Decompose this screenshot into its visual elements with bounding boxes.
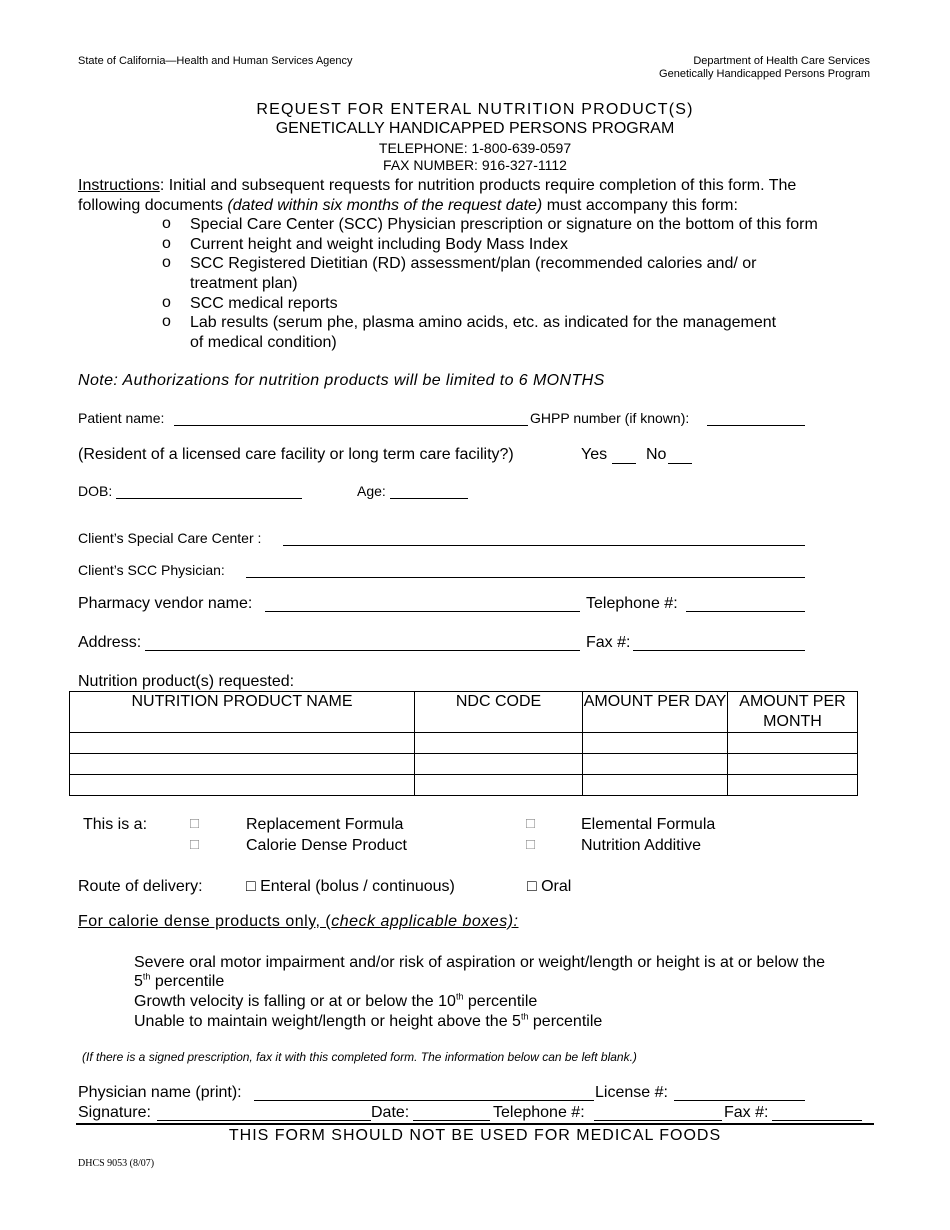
instructions-paragraph bbox=[78, 176, 878, 216]
age-label: Age: bbox=[357, 483, 386, 499]
product-name-cell[interactable] bbox=[70, 754, 415, 775]
instructions-text-b: following documents bbox=[78, 197, 228, 214]
medical-foods-warning: THIS FORM SHOULD NOT BE USED FOR MEDICAL FOODS bbox=[228, 1127, 722, 1144]
nutrition-additive-checkbox[interactable]: □ bbox=[526, 836, 536, 853]
instructions-text-a: : Initial and subsequent requests for nutrition products require completion of this form. The bbox=[159, 177, 797, 194]
criterion-text: percentile bbox=[150, 973, 225, 990]
physician-name-label: Physician name (print): bbox=[78, 1084, 242, 1101]
bullet-marker: o bbox=[162, 313, 171, 330]
physician-telephone-field[interactable] bbox=[594, 1120, 722, 1121]
bullet-marker: o bbox=[162, 215, 171, 232]
patient-name-label: Patient name: bbox=[78, 410, 165, 426]
amount-per-day-cell[interactable] bbox=[583, 775, 728, 796]
superscript: th bbox=[455, 991, 464, 1002]
bullet-marker: o bbox=[162, 235, 171, 252]
program-name: Genetically Handicapped Persons Program bbox=[659, 68, 870, 80]
age-field[interactable] bbox=[390, 498, 468, 499]
replacement-formula-label: Replacement Formula bbox=[246, 816, 404, 833]
instructions-italic: (dated within six months of the request date) bbox=[227, 197, 543, 214]
column-header-amount-per-day: AMOUNT PER DAY bbox=[583, 692, 728, 733]
instruction-item-cont: treatment plan) bbox=[190, 275, 298, 292]
address-label: Address: bbox=[78, 634, 142, 651]
signature-label: Signature: bbox=[78, 1104, 151, 1121]
instruction-item: Special Care Center (SCC) Physician prescription or signature on the bottom of this form bbox=[190, 216, 818, 233]
scc-physician-field[interactable] bbox=[246, 577, 805, 578]
prescription-note: (If there is a signed prescription, fax it with this completed form. The information below can be left blank.) bbox=[82, 1050, 637, 1064]
criterion-text: percentile bbox=[528, 1013, 603, 1030]
program-telephone: TELEPHONE: 1-800-639-0597 bbox=[378, 140, 572, 156]
column-header-ndc-code: NDC CODE bbox=[415, 692, 583, 733]
license-label: License #: bbox=[595, 1084, 668, 1101]
footer-divider bbox=[76, 1123, 874, 1125]
physician-fax-field[interactable] bbox=[772, 1120, 862, 1121]
table-row bbox=[70, 754, 858, 775]
authorization-note: Note: Authorizations for nutrition products will be limited to 6 MONTHS bbox=[78, 372, 605, 389]
pharmacy-telephone-label: Telephone #: bbox=[586, 595, 678, 612]
program-title: GENETICALLY HANDICAPPED PERSONS PROGRAM bbox=[275, 120, 675, 137]
amount-per-day-cell[interactable] bbox=[583, 754, 728, 775]
criterion-unable-maintain bbox=[134, 1012, 602, 1032]
instruction-item: SCC medical reports bbox=[190, 295, 338, 312]
physician-name-field[interactable] bbox=[254, 1100, 594, 1101]
instructions-text-c: must accompany this form: bbox=[542, 197, 738, 214]
pharmacy-vendor-field[interactable] bbox=[265, 611, 580, 612]
pharmacy-fax-field[interactable] bbox=[633, 650, 805, 651]
amount-per-month-cell[interactable] bbox=[728, 733, 858, 754]
calorie-dense-heading-b: check applicable boxes): bbox=[331, 913, 519, 930]
criterion-text: 5 bbox=[134, 973, 143, 990]
pharmacy-vendor-label: Pharmacy vendor name: bbox=[78, 595, 253, 612]
amount-per-day-cell[interactable] bbox=[583, 733, 728, 754]
resident-no-label: No bbox=[646, 446, 667, 463]
route-enteral-option[interactable]: □ Enteral (bolus / continuous) bbox=[246, 878, 455, 895]
ghpp-number-label: GHPP number (if known): bbox=[530, 410, 690, 426]
route-label: Route of delivery: bbox=[78, 878, 203, 895]
products-label: Nutrition product(s) requested: bbox=[78, 673, 295, 690]
pharmacy-telephone-field[interactable] bbox=[686, 611, 805, 612]
elemental-formula-checkbox[interactable]: □ bbox=[526, 815, 536, 832]
department-name: Department of Health Care Services bbox=[693, 55, 870, 67]
criterion-text: percentile bbox=[463, 993, 538, 1010]
nutrition-additive-label: Nutrition Additive bbox=[581, 837, 702, 854]
calorie-dense-checkbox[interactable]: □ bbox=[190, 836, 200, 853]
table-row bbox=[70, 733, 858, 754]
instruction-item-cont: of medical condition) bbox=[190, 334, 337, 351]
replacement-formula-checkbox[interactable]: □ bbox=[190, 815, 200, 832]
criterion-text: Growth velocity is falling or at or below the 10 bbox=[134, 993, 456, 1010]
scc-physician-label: Client’s SCC Physician: bbox=[78, 562, 225, 578]
bullet-marker: o bbox=[162, 294, 171, 311]
address-field[interactable] bbox=[145, 650, 580, 651]
dob-field[interactable] bbox=[116, 498, 302, 499]
criterion-growth-velocity bbox=[134, 992, 537, 1012]
signature-field[interactable] bbox=[157, 1120, 371, 1121]
date-label: Date: bbox=[371, 1104, 410, 1121]
route-oral-option[interactable]: □ Oral bbox=[527, 878, 572, 895]
products-header-row bbox=[70, 692, 858, 733]
form-id: DHCS 9053 (8/07) bbox=[78, 1158, 155, 1169]
amount-per-month-cell[interactable] bbox=[728, 754, 858, 775]
criterion-text: Unable to maintain weight/length or height above the 5 bbox=[134, 1013, 521, 1030]
form-title: REQUEST FOR ENTERAL NUTRITION PRODUCT(S) bbox=[256, 101, 694, 118]
calorie-dense-heading-a: For calorie dense products only, ( bbox=[78, 913, 332, 930]
ndc-code-cell[interactable] bbox=[415, 775, 583, 796]
instruction-item: SCC Registered Dietitian (RD) assessment/plan (recommended calories and/ or bbox=[190, 255, 757, 272]
ndc-code-cell[interactable] bbox=[415, 733, 583, 754]
column-header-product-name: NUTRITION PRODUCT NAME bbox=[70, 692, 415, 733]
scc-field[interactable] bbox=[283, 545, 805, 546]
resident-yes-field[interactable] bbox=[612, 463, 636, 464]
calorie-dense-heading bbox=[78, 913, 518, 931]
instruction-item: Lab results (serum phe, plasma amino acids, etc. as indicated for the management bbox=[190, 314, 777, 331]
physician-fax-label: Fax #: bbox=[724, 1104, 769, 1121]
criterion-oral-motor-cont bbox=[134, 972, 224, 992]
products-table bbox=[69, 691, 858, 796]
resident-no-field[interactable] bbox=[668, 463, 692, 464]
patient-name-field[interactable] bbox=[174, 425, 528, 426]
bullet-marker: o bbox=[162, 254, 171, 271]
date-field[interactable] bbox=[413, 1120, 490, 1121]
license-field[interactable] bbox=[674, 1100, 805, 1101]
dob-label: DOB: bbox=[78, 483, 113, 499]
column-header-amount-per-month: AMOUNT PER MONTH bbox=[728, 692, 858, 733]
criterion-oral-motor: Severe oral motor impairment and/or risk of aspiration or weight/length or height is at or below the bbox=[134, 954, 826, 971]
resident-question: (Resident of a licensed care facility or long term care facility?) bbox=[78, 446, 514, 463]
agency-name: State of California—Health and Human Services Agency bbox=[78, 55, 353, 67]
superscript: th bbox=[520, 1011, 529, 1022]
calorie-dense-label: Calorie Dense Product bbox=[246, 837, 407, 854]
ghpp-number-field[interactable] bbox=[707, 425, 805, 426]
elemental-formula-label: Elemental Formula bbox=[581, 816, 716, 833]
table-row bbox=[70, 775, 858, 796]
type-label: This is a: bbox=[83, 816, 148, 833]
physician-telephone-label: Telephone #: bbox=[493, 1104, 585, 1121]
scc-label: Client’s Special Care Center : bbox=[78, 530, 262, 546]
product-name-cell[interactable] bbox=[70, 775, 415, 796]
instructions-heading: Instructions bbox=[78, 177, 160, 194]
product-name-cell[interactable] bbox=[70, 733, 415, 754]
resident-yes-label: Yes bbox=[581, 446, 608, 463]
amount-per-month-cell[interactable] bbox=[728, 775, 858, 796]
ndc-code-cell[interactable] bbox=[415, 754, 583, 775]
instruction-item: Current height and weight including Body Mass Index bbox=[190, 236, 568, 253]
superscript: th bbox=[142, 971, 151, 982]
program-fax: FAX NUMBER: 916-327-1112 bbox=[383, 157, 567, 173]
pharmacy-fax-label: Fax #: bbox=[586, 634, 631, 651]
